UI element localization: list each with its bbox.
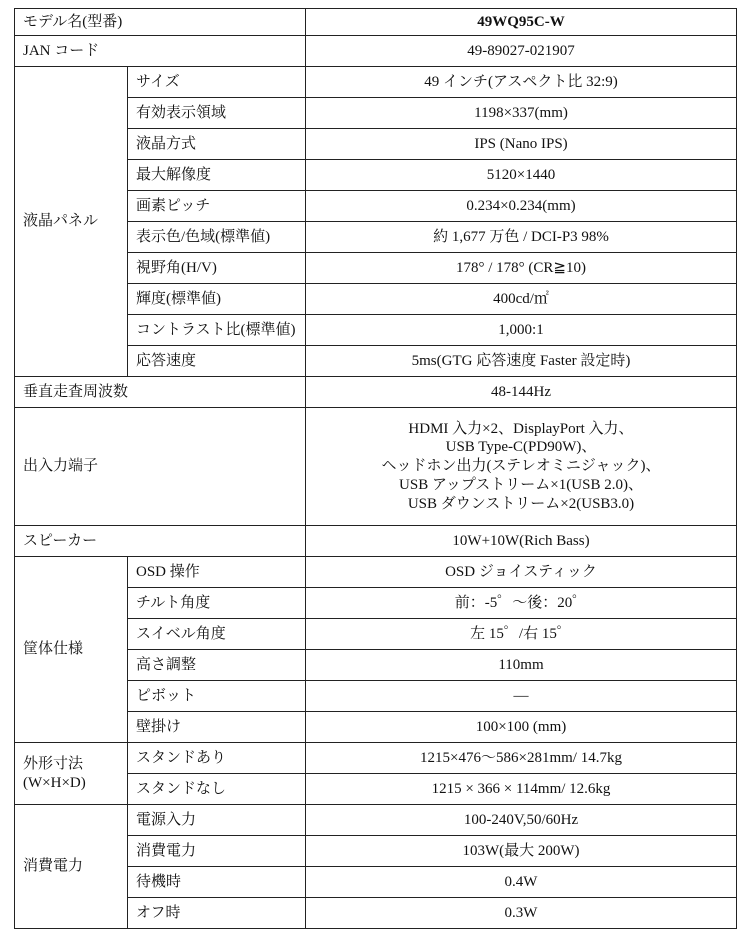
- panel-contrast-label: コントラスト比(標準値): [128, 315, 306, 346]
- chassis-height-value: 110mm: [306, 650, 737, 681]
- speaker-label: スピーカー: [15, 526, 306, 557]
- dimensions-label-line2: (W×H×D): [23, 774, 86, 791]
- row-jan: [15, 36, 737, 67]
- model-value: 49WQ95C-W: [306, 9, 737, 36]
- jan-value: 49-89027-021907: [306, 36, 737, 67]
- panel-pitch-value: 0.234×0.234(mm): [306, 191, 737, 222]
- chassis-wall-value: 100×100 (mm): [306, 712, 737, 743]
- power-input-value: 100-240V,50/60Hz: [306, 805, 737, 836]
- row-chassis-osd: [15, 557, 737, 588]
- panel-brightness-label: 輝度(標準値): [128, 284, 306, 315]
- dim-with-stand-value: 1215×476～586×281mm/ 14.7kg: [306, 743, 737, 774]
- row-refresh: [15, 377, 737, 408]
- row-power-input: [15, 805, 737, 836]
- panel-area-label: 有効表示領域: [128, 98, 306, 129]
- io-value: [306, 408, 737, 526]
- panel-contrast-value: 1,000:1: [306, 315, 737, 346]
- chassis-osd-label: OSD 操作: [128, 557, 306, 588]
- model-label: モデル名(型番): [15, 9, 306, 36]
- chassis-wall-label: 壁掛け: [128, 712, 306, 743]
- chassis-pivot-label: ピボット: [128, 681, 306, 712]
- panel-colors-value: 約 1,677 万色 / DCI-P3 98%: [306, 222, 737, 253]
- dimensions-category: [15, 743, 128, 805]
- io-label: 出入力端子: [15, 408, 306, 526]
- chassis-height-label: 高さ調整: [128, 650, 306, 681]
- refresh-label: 垂直走査周波数: [15, 377, 306, 408]
- dim-without-stand-value: 1215 × 366 × 114mm/ 12.6kg: [306, 774, 737, 805]
- panel-colors-label: 表示色/色域(標準値): [128, 222, 306, 253]
- panel-size-value: 49 インチ(アスペクト比 32:9): [306, 67, 737, 98]
- power-off-value: 0.3W: [306, 898, 737, 929]
- row-dim-with-stand: [15, 743, 737, 774]
- panel-response-label: 応答速度: [128, 346, 306, 377]
- power-standby-label: 待機時: [128, 867, 306, 898]
- power-category: 消費電力: [15, 805, 128, 929]
- power-input-label: 電源入力: [128, 805, 306, 836]
- panel-pitch-label: 画素ピッチ: [128, 191, 306, 222]
- io-line: USB Type-C(PD90W)、: [445, 439, 597, 456]
- row-panel-size: [15, 67, 737, 98]
- chassis-tilt-value: 前：-5゜～後：20゜: [306, 588, 737, 619]
- chassis-pivot-value: —: [306, 681, 737, 712]
- panel-response-value: 5ms(GTG 応答速度 Faster 設定時): [306, 346, 737, 377]
- row-io: [15, 408, 737, 526]
- panel-type-label: 液晶方式: [128, 129, 306, 160]
- io-line: HDMI 入力×2、DisplayPort 入力、: [408, 420, 634, 437]
- io-line: USB ダウンストリーム×2(USB3.0): [407, 495, 635, 512]
- dimensions-label-line1: 外形寸法: [23, 755, 84, 772]
- io-line: ヘッドホン出力(ステレオミニジャック)、: [381, 458, 661, 475]
- panel-area-value: 1198×337(mm): [306, 98, 737, 129]
- chassis-tilt-label: チルト角度: [128, 588, 306, 619]
- row-model: [15, 9, 737, 36]
- chassis-swivel-value: 左 15゜/右 15゜: [306, 619, 737, 650]
- chassis-osd-value: OSD ジョイスティック: [306, 557, 737, 588]
- panel-category: 液晶パネル: [15, 67, 128, 377]
- power-off-label: オフ時: [128, 898, 306, 929]
- refresh-value: 48-144Hz: [306, 377, 737, 408]
- chassis-swivel-label: スイベル角度: [128, 619, 306, 650]
- power-consumption-label: 消費電力: [128, 836, 306, 867]
- panel-viewing-label: 視野角(H/V): [128, 253, 306, 284]
- jan-label: JAN コード: [15, 36, 306, 67]
- panel-type-value: IPS (Nano IPS): [306, 129, 737, 160]
- panel-brightness-value: 400cd/㎡: [306, 284, 737, 315]
- power-standby-value: 0.4W: [306, 867, 737, 898]
- dim-with-stand-label: スタンドあり: [128, 743, 306, 774]
- power-consumption-value: 103W(最大 200W): [306, 836, 737, 867]
- speaker-value: 10W+10W(Rich Bass): [306, 526, 737, 557]
- panel-resolution-value: 5120×1440: [306, 160, 737, 191]
- panel-viewing-value: 178° / 178° (CR≧10): [306, 253, 737, 284]
- panel-resolution-label: 最大解像度: [128, 160, 306, 191]
- row-speaker: [15, 526, 737, 557]
- panel-size-label: サイズ: [128, 67, 306, 98]
- io-line: USB アップストリーム×1(USB 2.0)、: [399, 476, 643, 493]
- chassis-category: 筐体仕様: [15, 557, 128, 743]
- dim-without-stand-label: スタンドなし: [128, 774, 306, 805]
- spec-table: [14, 8, 737, 929]
